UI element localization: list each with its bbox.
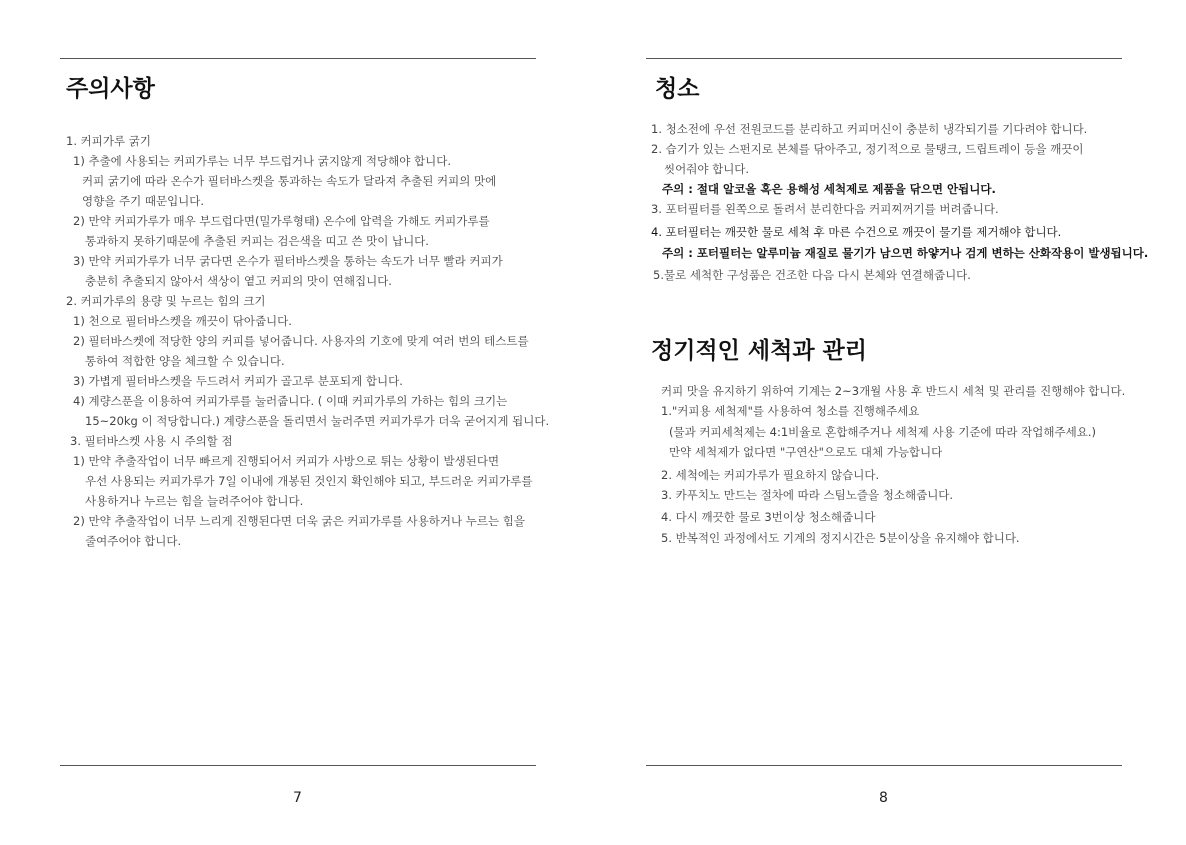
right-bottom-rule	[646, 765, 1122, 766]
left-line: 2) 만약 추출작업이 너무 느리게 진행된다면 더욱 굵은 커피가루를 사용하거나 누르는 힘을	[73, 514, 525, 528]
right-line: 1. 청소전에 우선 전원코드를 분리하고 커피머신이 충분히 냉각되기를 기다려야 합니다.	[651, 122, 1088, 136]
maintenance-line: 1."커피용 세척제"를 사용하여 청소를 진행해주세요	[661, 404, 920, 418]
right-line: 4. 포터필터는 깨끗한 물로 세척 후 마른 수건으로 깨끗이 물기를 제거해야 합니다.	[651, 225, 1062, 239]
right-warning-line: 주의 : 포터필터는 알루미늄 재질로 물기가 남으면 하얗거나 검게 변하는 산화작용이 발생됩니다.	[662, 246, 1149, 260]
left-line: 4) 계량스푼을 이용하여 커피가루를 눌러줍니다. ( 이때 커피가루의 가하는 힘의 크기는	[73, 394, 508, 408]
left-line: 영향을 주기 때문입니다.	[82, 194, 205, 208]
left-line: 1) 추출에 사용되는 커피가루는 너무 부드럽거나 굵지않게 적당해야 합니다.	[73, 154, 451, 168]
left-line: 1) 만약 추출작업이 너무 빠르게 진행되어서 커피가 사방으로 튀는 상황이 발생된다면	[73, 454, 500, 468]
left-page-number: 7	[293, 790, 302, 806]
left-top-rule	[60, 58, 536, 59]
left-line: 2. 커피가루의 용량 및 누르는 힘의 크기	[66, 294, 266, 308]
right-line: 씻어줘야 합니다.	[664, 162, 750, 176]
left-line: 1) 천으로 필터바스켓을 깨끗이 닦아줍니다.	[73, 314, 292, 328]
maintenance-section-title: 정기적인 세척과 관리	[651, 338, 867, 364]
maintenance-line: (물과 커피세척제는 4:1비율로 혼합해주거나 세척제 사용 기준에 따라 작업해주세요.)	[669, 425, 1096, 439]
right-line: 2. 습기가 있는 스펀지로 본체를 닦아주고, 정기적으로 물탱크, 드립트레이 등을 깨끗이	[651, 142, 1084, 156]
left-line: 2) 필터바스켓에 적당한 양의 커피를 넣어줍니다. 사용자의 기호에 맞게 여러 번의 테스트를	[73, 334, 529, 348]
maintenance-line: 2. 세척에는 커피가루가 필요하지 않습니다.	[661, 468, 880, 482]
left-line: 15~20kg 이 적당합니다.) 계량스푼을 돌리면서 눌러주면 커피가루가 더욱 굳어지게 됩니다.	[85, 414, 550, 428]
maintenance-line: 4. 다시 깨끗한 물로 3번이상 청소해줍니다	[661, 510, 876, 524]
left-line: 통과하지 못하기때문에 추출된 커피는 검은색을 띠고 쓴 맛이 납니다.	[85, 234, 429, 248]
left-line: 2) 만약 커피가루가 매우 부드럽다면(밀가루형태) 온수에 압력을 가해도 커피가루를	[73, 214, 490, 228]
maintenance-line: 3. 카푸치노 만드는 절차에 따라 스팀노즐을 청소해줍니다.	[661, 488, 954, 502]
left-line: 1. 커피가루 굵기	[66, 134, 151, 148]
left-line: 사용하거나 누르는 힘을 늘려주어야 합니다.	[85, 494, 304, 508]
left-line: 충분히 추출되지 않아서 색상이 옅고 커피의 맛이 연해집니다.	[85, 274, 392, 288]
right-top-rule	[646, 58, 1122, 59]
left-line: 커피 굵기에 따라 온수가 필터바스켓을 통과하는 속도가 달라져 추출된 커피의 맛에	[82, 174, 497, 188]
right-warning-line: 주의 : 절대 알코올 혹은 용해성 세척제로 제품을 닦으면 안됩니다.	[662, 182, 996, 196]
right-line: 3. 포터필터를 왼쪽으로 돌려서 분리한다음 커피찌꺼기를 버려줍니다.	[651, 202, 999, 216]
right-line: 5.물로 세척한 구성품은 건조한 다음 다시 본체와 연결해줍니다.	[653, 268, 971, 282]
maintenance-line: 커피 맛을 유지하기 위하여 기계는 2~3개월 사용 후 반드시 세척 및 관리를 진행해야 합니다.	[661, 384, 1126, 398]
left-line: 통하여 적합한 양을 체크할 수 있습니다.	[85, 354, 285, 368]
left-bottom-rule	[60, 765, 536, 766]
left-line: 3) 가볍게 필터바스켓을 두드려서 커피가 골고루 분포되게 합니다.	[73, 374, 403, 388]
left-line: 3. 필터바스켓 사용 시 주의할 점	[70, 434, 233, 448]
left-line: 줄여주어야 합니다.	[85, 534, 182, 548]
left-page-title: 주의사항	[66, 76, 155, 102]
right-page-number: 8	[879, 790, 888, 806]
right-page-title: 청소	[655, 76, 700, 102]
maintenance-line: 만약 세척제가 없다면 "구연산"으로도 대체 가능합니다	[669, 445, 943, 459]
maintenance-line: 5. 반복적인 과정에서도 기계의 정지시간은 5분이상을 유지해야 합니다.	[661, 531, 1020, 545]
left-line: 3) 만약 커피가루가 너무 굵다면 온수가 필터바스켓을 통하는 속도가 너무 빨라 커피가	[73, 254, 503, 268]
left-line: 우선 사용되는 커피가루가 7일 이내에 개봉된 것인지 확인해야 되고, 부드러운 커피가루를	[85, 474, 533, 488]
